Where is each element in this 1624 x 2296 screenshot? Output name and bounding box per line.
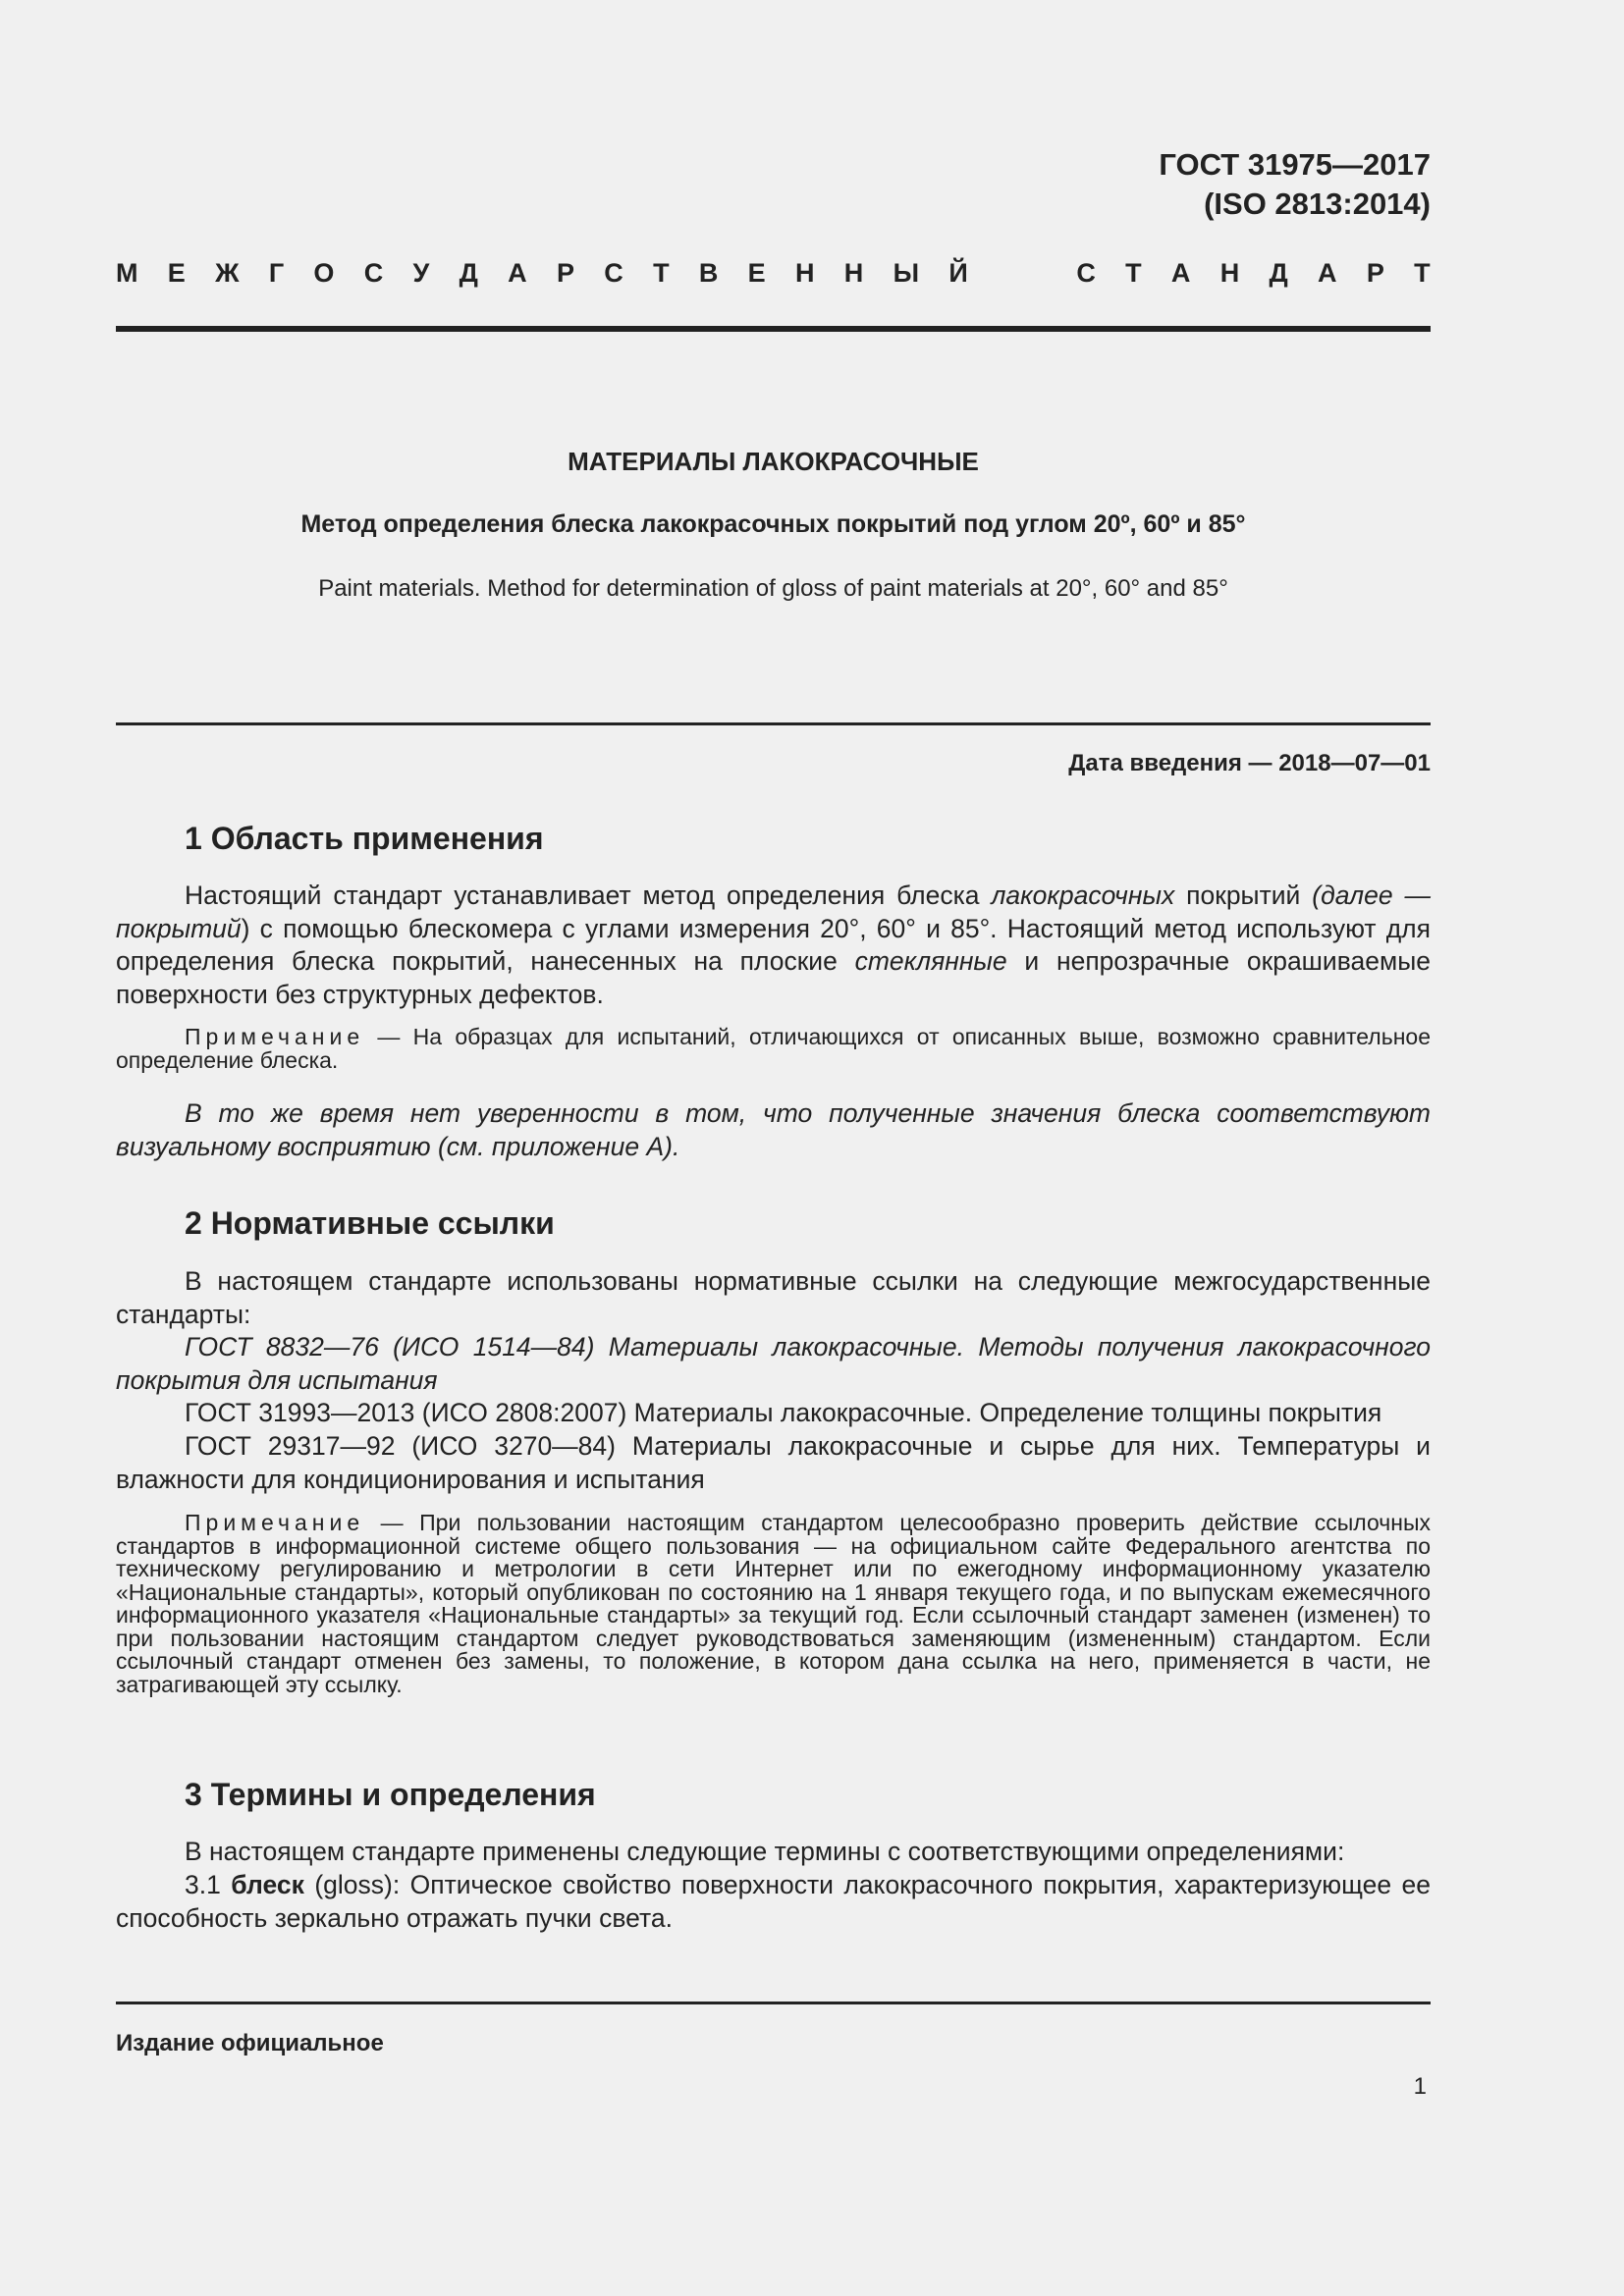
term-text: (gloss): Оптическое свойство поверхности лакокрасочного покрытия, характеризующее ее способность зеркально отражать пучки света. <box>116 1870 1431 1933</box>
note-text: — При пользовании настоящим стандартом целесообразно проверить действие ссылочных стандартов в информационной системе общего пользования — на официальном сайте Федерального агентства по техническому регулированию и метрологии в сети Интернет или по ежегодному информационному указателю «Национальные стандарты», который опубликован по состоянию на 1 января текущего года, и по выпускам ежемесячного информационного указателя «Национальные стандарты» за текущий год. Если ссылочный стандарт заменен (изменен) то при пользовании настоящим стандартом следует руководствоваться заменяющим (измененным) стандартом. Если ссылочный стандарт отменен без замены, то положение, в котором дана ссылка на него, применяется в части, не затрагивающей эту ссылку. <box>116 1510 1431 1697</box>
standard-type-letter: Р <box>556 258 574 288</box>
page-number: 1 <box>1413 2073 1427 2100</box>
iso-number: (ISO 2813:2014) <box>1204 187 1431 221</box>
reference-gost-29317: ГОСТ 29317—92 (ИСО 3270—84) Материалы лакокрасочные и сырье для них. Температуры и влажности для кондиционирования и испытания <box>116 1431 1431 1494</box>
title-rule <box>116 722 1431 725</box>
document-title-english: Paint materials. Method for determination of gloss of paint materials at 20°, 60° and 85° <box>318 575 1228 602</box>
official-edition: Издание официальное <box>116 2030 384 2056</box>
standard-type-letter: Е <box>747 258 766 288</box>
standard-type-letter: Д <box>1269 258 1288 288</box>
standard-type-letter: Д <box>459 258 478 288</box>
standard-type-letter: А <box>1318 258 1337 288</box>
reference-gost-31993: ГОСТ 31993—2013 (ИСО 2808:2007) Материалы лакокрасочные. Определение толщины покрытия <box>185 1398 1382 1427</box>
section-3-heading: 3 Термины и определения <box>185 1777 596 1812</box>
text-run-italic: ГОСТ 8832—76 (ИСО 1514—84) Материалы лакокрасочные. Методы получения лакокрасочного покрытия для испытания <box>116 1332 1431 1395</box>
standard-type-letter: С <box>604 258 623 288</box>
text-run: покрытий <box>1174 881 1313 910</box>
introduction-date: Дата введения — 2018—07—01 <box>1068 750 1431 776</box>
term-definition-gloss <box>116 1869 1431 1935</box>
standard-type <box>116 255 1431 291</box>
document-title: МАТЕРИАЛЫ ЛАКОКРАСОЧНЫЕ <box>568 447 979 476</box>
standard-type-letter: Е <box>167 258 186 288</box>
section-2-heading: 2 Нормативные ссылки <box>185 1205 555 1241</box>
standard-type-letter: М <box>116 258 138 288</box>
standard-type-letter: Ж <box>215 258 240 288</box>
standard-number-block <box>1159 145 1431 224</box>
standard-type-letter: Ы <box>893 258 920 288</box>
standard-type-letter: Р <box>1366 258 1384 288</box>
term: блеск <box>231 1870 304 1899</box>
section-1-italic-paragraph <box>116 1097 1431 1163</box>
text-run-italic: стеклянные <box>854 946 1007 976</box>
term-number: 3.1 <box>185 1870 232 1899</box>
standard-type-letter: Н <box>794 258 815 288</box>
standard-type-letter: В <box>698 258 719 288</box>
reference-gost-8832 <box>116 1331 1431 1397</box>
text-run-italic: (далее — покрытий <box>116 881 1432 943</box>
standard-number: ГОСТ 31975—2017 <box>1159 147 1431 182</box>
text-run: Настоящий стандарт устанавливает метод определения блеска <box>185 881 992 910</box>
text-run-italic: лакокрасочных <box>991 881 1175 910</box>
section-1-paragraph <box>116 880 1431 1011</box>
standard-type-letter: О <box>313 258 335 288</box>
standard-type-letter: Й <box>948 258 968 288</box>
standard-type-letter: Н <box>1219 258 1240 288</box>
standard-type-letter: Г <box>268 258 285 288</box>
text-run: ) с помощью блескомера с углами измерения 20°, 60° и 85°. Настоящий метод используют для определения блеска покрытий, нанесенных на плоские <box>116 913 1431 976</box>
section-1-note <box>116 1026 1431 1072</box>
standard-type-letter: У <box>412 258 430 288</box>
text-run: и непрозрачные окрашиваемые поверхности без структурных дефектов. <box>116 946 1431 1009</box>
note-label: Примечание <box>185 1510 365 1535</box>
section-2-note <box>116 1512 1431 1696</box>
standard-type-letter: С <box>1076 258 1096 288</box>
document-subtitle: Метод определения блеска лакокрасочных покрытий под углом 20º, 60º и 85° <box>300 510 1246 538</box>
text-run-italic: В то же время нет уверенности в том, что полученные значения блеска соответствуют визуальному восприятию (см. приложение А). <box>116 1098 1431 1161</box>
section-1-heading: 1 Область применения <box>185 821 544 856</box>
word-gap <box>998 255 1047 291</box>
standard-type-letter: А <box>508 258 527 288</box>
note-text: — На образцах для испытаний, отличающихся от описанных выше, возможно сравнительное определение блеска. <box>116 1024 1431 1073</box>
section-3-intro: В настоящем стандарте применены следующие термины с соответствующими определениями: <box>185 1837 1345 1866</box>
standard-type-letter: С <box>363 258 384 288</box>
standard-type-letter: Н <box>843 258 864 288</box>
footer-rule <box>116 2002 1431 2004</box>
header-rule <box>116 326 1431 332</box>
standard-type-letter: Т <box>1414 258 1431 288</box>
note-label: Примечание <box>185 1024 365 1049</box>
standard-type-letter: Т <box>653 258 670 288</box>
standard-type-letter: А <box>1170 258 1191 288</box>
standard-type-letter: Т <box>1125 258 1142 288</box>
section-2-intro: В настоящем стандарте использованы нормативные ссылки на следующие межгосударственные стандарты: <box>116 1266 1431 1329</box>
